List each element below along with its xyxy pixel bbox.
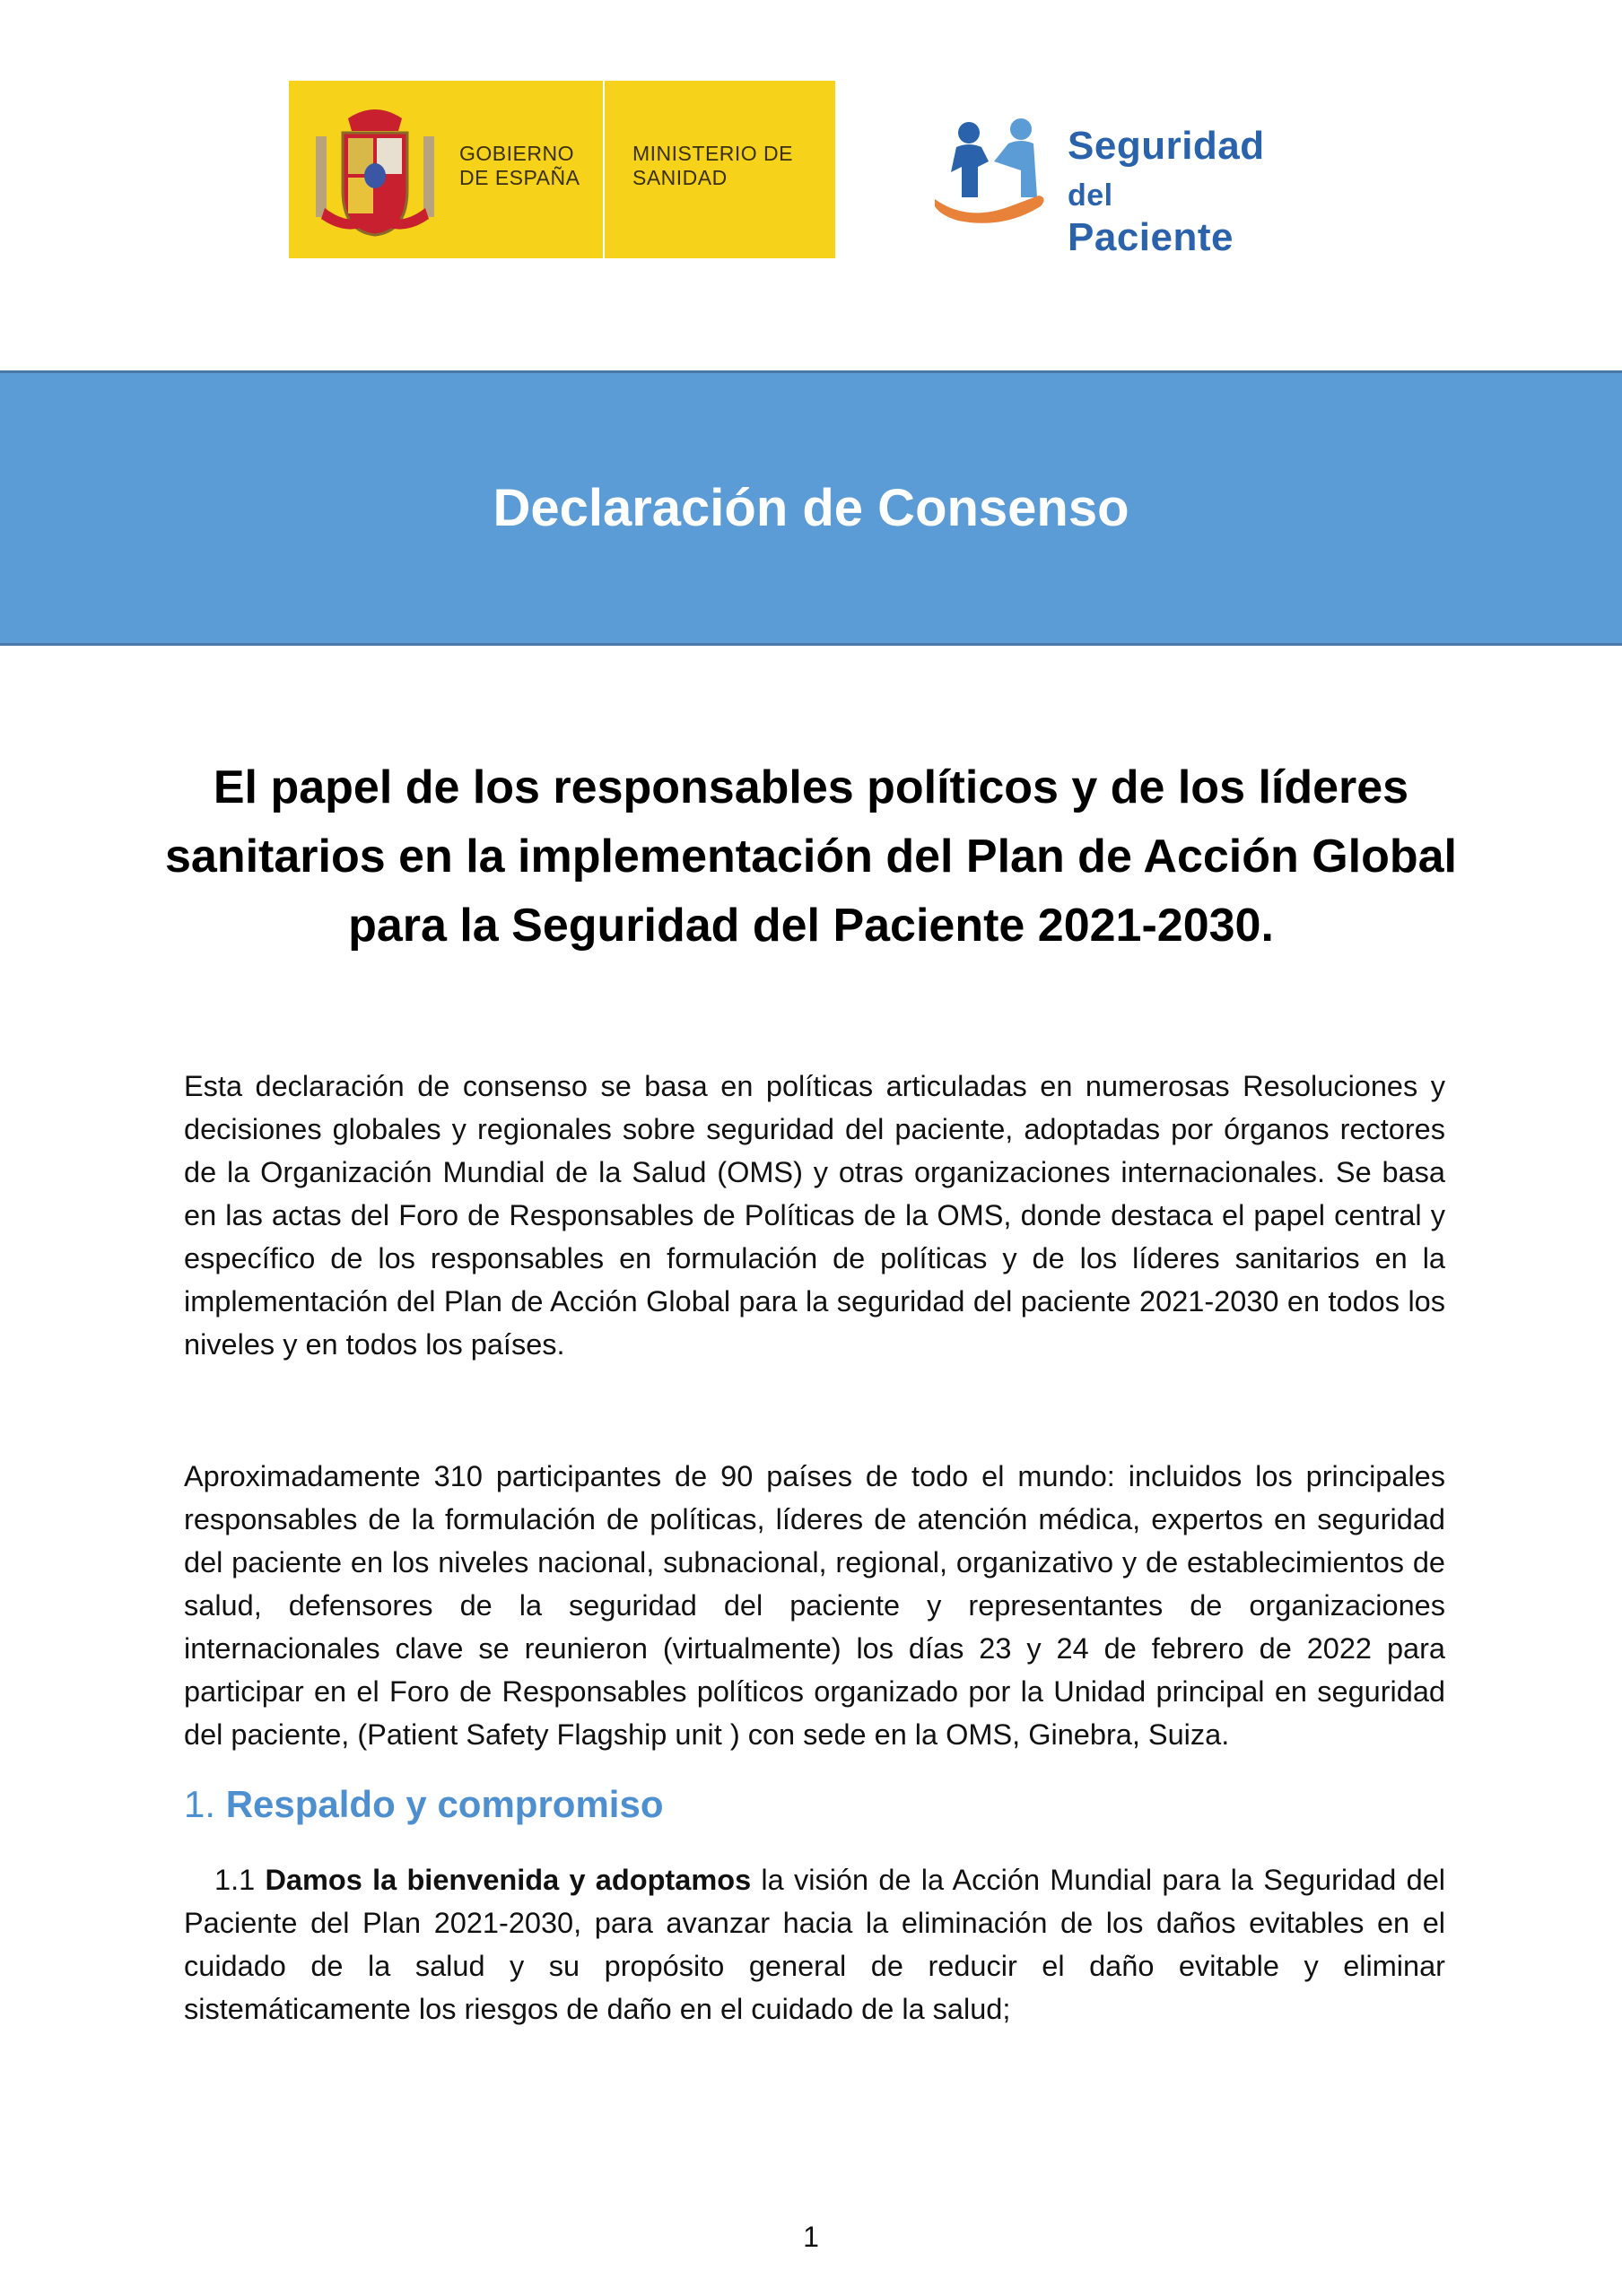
seguridad-text: Seguridad (1068, 124, 1265, 168)
logo-divider (603, 81, 605, 258)
gobierno-ministerio-logo (289, 81, 835, 258)
ministerio-sanidad-text: MINISTERIO DE SANIDAD (632, 142, 794, 189)
paciente-text: Paciente (1068, 215, 1234, 259)
intro-paragraph: Esta declaración de consenso se basa en políticas articuladas en numerosas Resoluciones y decisiones globales y regionales sobre seguridad del paciente, adoptadas por órganos rectores de la Organización Mundial de la Salud (OMS) y otras organizaciones internacionales. Se basa en las actas del Foro de Responsables de Políticas de la OMS, donde destaca el papel central y específico de los responsables en formulación de políticas y de los líderes sanitarios en la implementación del Plan de Acción Global para la seguridad del paciente 2021-2030 en todos los niveles y en todos los países. (184, 1070, 1445, 1361)
gobierno-espana-text: GOBIERNO DE ESPAÑA (459, 142, 580, 189)
seguridad-paciente-logo (931, 108, 1265, 259)
section-heading (184, 1783, 663, 1826)
section-number: 1. (184, 1783, 216, 1825)
page-number: 1 (803, 2221, 819, 2253)
item-1-1-paragraph (184, 1858, 1445, 2031)
item-bold-lead: Damos la bienvenida y adoptamos (265, 1864, 752, 1896)
document-subtitle: El papel de los responsables políticos y de los líderes sanitarios en la implementación del Plan de Acción Global para la Seguridad del Paciente 2021-2030. (164, 761, 1457, 952)
item-number: 1.1 (214, 1864, 256, 1896)
del-paciente-text (1068, 170, 1254, 260)
banner-title: Declaración de Consenso (493, 479, 1129, 537)
del-text: del (1068, 178, 1113, 213)
coat-of-arms-icon (312, 100, 438, 240)
item-text: la visión de la Acción Mundial para la Seguridad del Paciente del Plan 2021-2030, para avanzar hacia la eliminación de los daños evitables en el cuidado de la salud y su propósito general de reducir el daño evitable y eliminar sistemáticamente los riesgos de daño en el cuidado de la salud; (184, 1864, 1446, 2025)
section-title: Respaldo y compromiso (225, 1783, 664, 1825)
patient-safety-people-icon (931, 117, 1057, 224)
title-banner (0, 370, 1622, 646)
participants-paragraph: Aproximadamente 310 participantes de 90 países de todo el mundo: incluidos los principales responsables de la formulación de políticas, líderes de atención médica, expertos en seguridad del paciente en los niveles nacional, subnacional, regional, organizativo y de establecimientos de salud, defensores de la seguridad del paciente y representantes de organizaciones internacionales clave se reunieron (virtualmente) los días 23 y 24 de febrero de 2022 para participar en el Foro de Responsables políticos organizado por la Unidad principal en seguridad del paciente, (Patient Safety Flagship unit ) con sede en la OMS, Ginebra, Suiza. (184, 1460, 1445, 1751)
